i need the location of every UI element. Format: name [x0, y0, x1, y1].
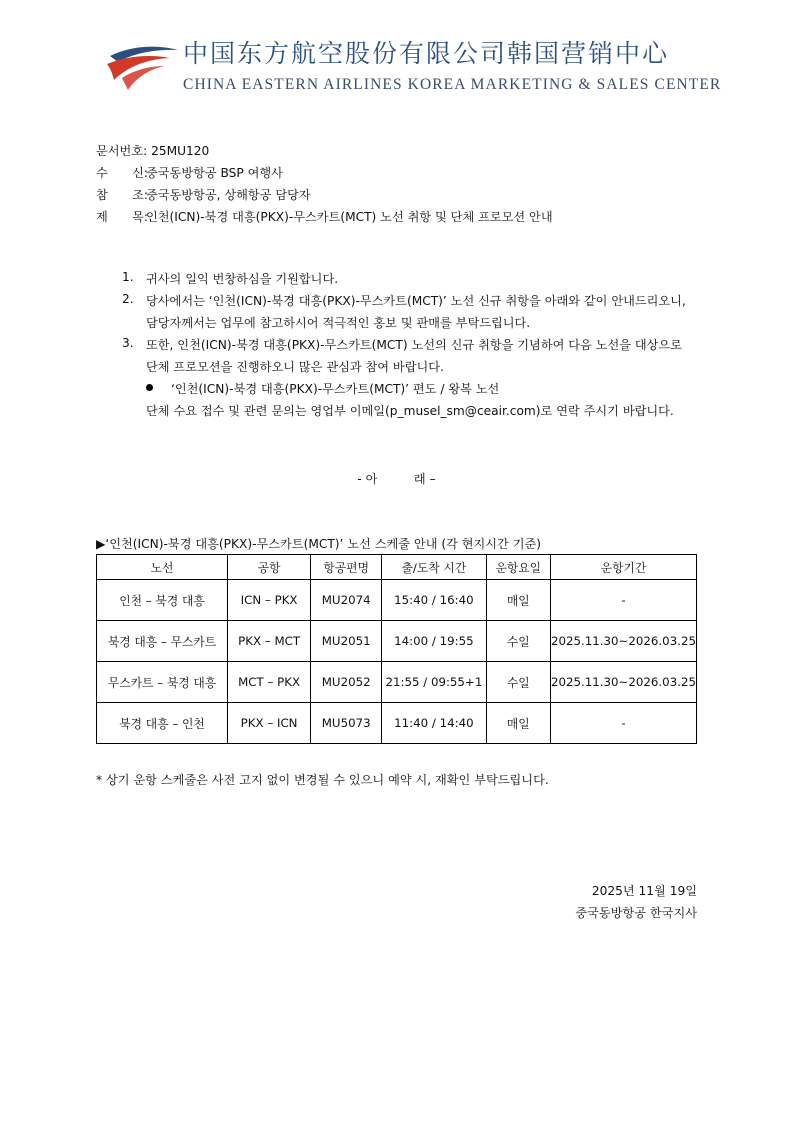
- cell-times: 15:40 / 16:40: [382, 580, 486, 621]
- meta-doc-number-label: 문서번호:: [96, 144, 148, 158]
- signature-org: 중국동방항공 한국지사: [575, 906, 697, 920]
- cell-airport: PKX – ICN: [228, 703, 311, 744]
- cell-flight: MU2051: [311, 621, 382, 662]
- notice-heading: - 아 래 –: [357, 472, 436, 486]
- cell-period: -: [550, 580, 696, 621]
- cell-period: 2025.11.30~2026.03.25: [550, 662, 696, 703]
- cell-airport: PKX – MCT: [228, 621, 311, 662]
- contact-text: 단체 수요 접수 및 관련 문의는 영업부 이메일(p_musel_sm@ceair.com)로 연락 주시기 바랍니다.: [146, 404, 674, 418]
- cell-route: 무스카트 – 북경 대흥: [97, 662, 228, 703]
- cell-route: 북경 대흥 – 인천: [97, 703, 228, 744]
- meta-subject: [96, 208, 553, 225]
- cell-airport: ICN – PKX: [228, 580, 311, 621]
- cell-times: 11:40 / 14:40: [382, 703, 486, 744]
- letterhead-company-en: CHINA EASTERN AIRLINES KOREA MARKETING & SALES CENTER: [183, 76, 722, 93]
- body-item-3-number: 3.: [122, 336, 134, 350]
- table-row: [97, 662, 697, 703]
- meta-recipient-label: 수 신:: [96, 166, 149, 180]
- cell-times: 21:55 / 09:55+1: [382, 662, 486, 703]
- meta-recipient-value: 중국동방항공 BSP 여행사: [146, 166, 283, 180]
- cell-days: 매일: [486, 703, 550, 744]
- bullet-icon: [146, 384, 153, 391]
- table-row: [97, 621, 697, 662]
- meta-recipient: [96, 164, 283, 181]
- table-header-row: [97, 555, 697, 580]
- body-item-2-text-line1: 당사에서는 ‘인천(ICN)-북경 대흥(PKX)-무스카트(MCT)’ 노선 신규 취항을 아래와 같이 안내드리오니,: [146, 294, 686, 308]
- cell-route: 인천 – 북경 대흥: [97, 580, 228, 621]
- cell-days: 수일: [486, 621, 550, 662]
- meta-reference-label: 참 조:: [96, 188, 149, 202]
- table-row: [97, 703, 697, 744]
- signature-date: 2025년 11월 19일: [591, 884, 697, 898]
- cell-airport: MCT – PKX: [228, 662, 311, 703]
- cell-flight: MU2074: [311, 580, 382, 621]
- header-route: 노선: [97, 555, 228, 580]
- body-item-3-text-line1: 또한, 인천(ICN)-북경 대흥(PKX)-무스카트(MCT) 노선의 신규 취항을 기념하여 다음 노선을 대상으로: [146, 338, 682, 352]
- cell-flight: MU5073: [311, 703, 382, 744]
- body-item-2-number: 2.: [122, 292, 134, 306]
- cell-route: 북경 대흥 – 무스카트: [97, 621, 228, 662]
- schedule-table: [96, 554, 697, 744]
- meta-doc-number: [96, 142, 209, 159]
- meta-subject-value: 인천(ICN)-북경 대흥(PKX)-무스카트(MCT) 노선 취항 및 단체 프로모션 안내: [146, 210, 553, 224]
- promo-bullet-text: ‘인천(ICN)-북경 대흥(PKX)-무스카트(MCT)’ 편도 / 왕복 노선: [171, 382, 500, 396]
- footnote: * 상기 운항 스케줄은 사전 고지 없이 변경될 수 있으니 예약 시, 재확인 부탁드립니다.: [96, 773, 549, 787]
- body-item-1-number: 1.: [122, 270, 134, 284]
- table-row: [97, 580, 697, 621]
- body-item-3-text-line2: 단체 프로모션을 진행하오니 많은 관심과 참여 바랍니다.: [146, 360, 444, 374]
- header-flight: 항공편명: [311, 555, 382, 580]
- cell-days: 수일: [486, 662, 550, 703]
- body-item-2-text-line2: 담당자께서는 업무에 참고하시어 적극적인 홍보 및 판매를 부탁드립니다.: [146, 316, 531, 330]
- cell-times: 14:00 / 19:55: [382, 621, 486, 662]
- cell-flight: MU2052: [311, 662, 382, 703]
- china-eastern-logo: [104, 34, 182, 92]
- meta-doc-number-value: 25MU120: [151, 144, 210, 158]
- body-item-1-text: 귀사의 일익 번창하심을 기원합니다.: [146, 272, 339, 286]
- schedule-caption: ▶‘인천(ICN)-북경 대흥(PKX)-무스카트(MCT)’ 노선 스케줄 안내 (각 현지시간 기준): [96, 537, 542, 551]
- header-period: 운항기간: [550, 555, 696, 580]
- cell-period: -: [550, 703, 696, 744]
- meta-reference: [96, 186, 311, 203]
- meta-reference-value: 중국동방항공, 상해항공 담당자: [146, 188, 311, 202]
- cell-days: 매일: [486, 580, 550, 621]
- header-airport: 공항: [228, 555, 311, 580]
- letterhead-company-cn: 中国东方航空股份有限公司韩国营销中心: [183, 39, 670, 68]
- header-times: 출/도착 시간: [382, 555, 486, 580]
- header-days: 운항요일: [486, 555, 550, 580]
- meta-subject-label: 제 목:: [96, 210, 149, 224]
- cell-period: 2025.11.30~2026.03.25: [550, 621, 696, 662]
